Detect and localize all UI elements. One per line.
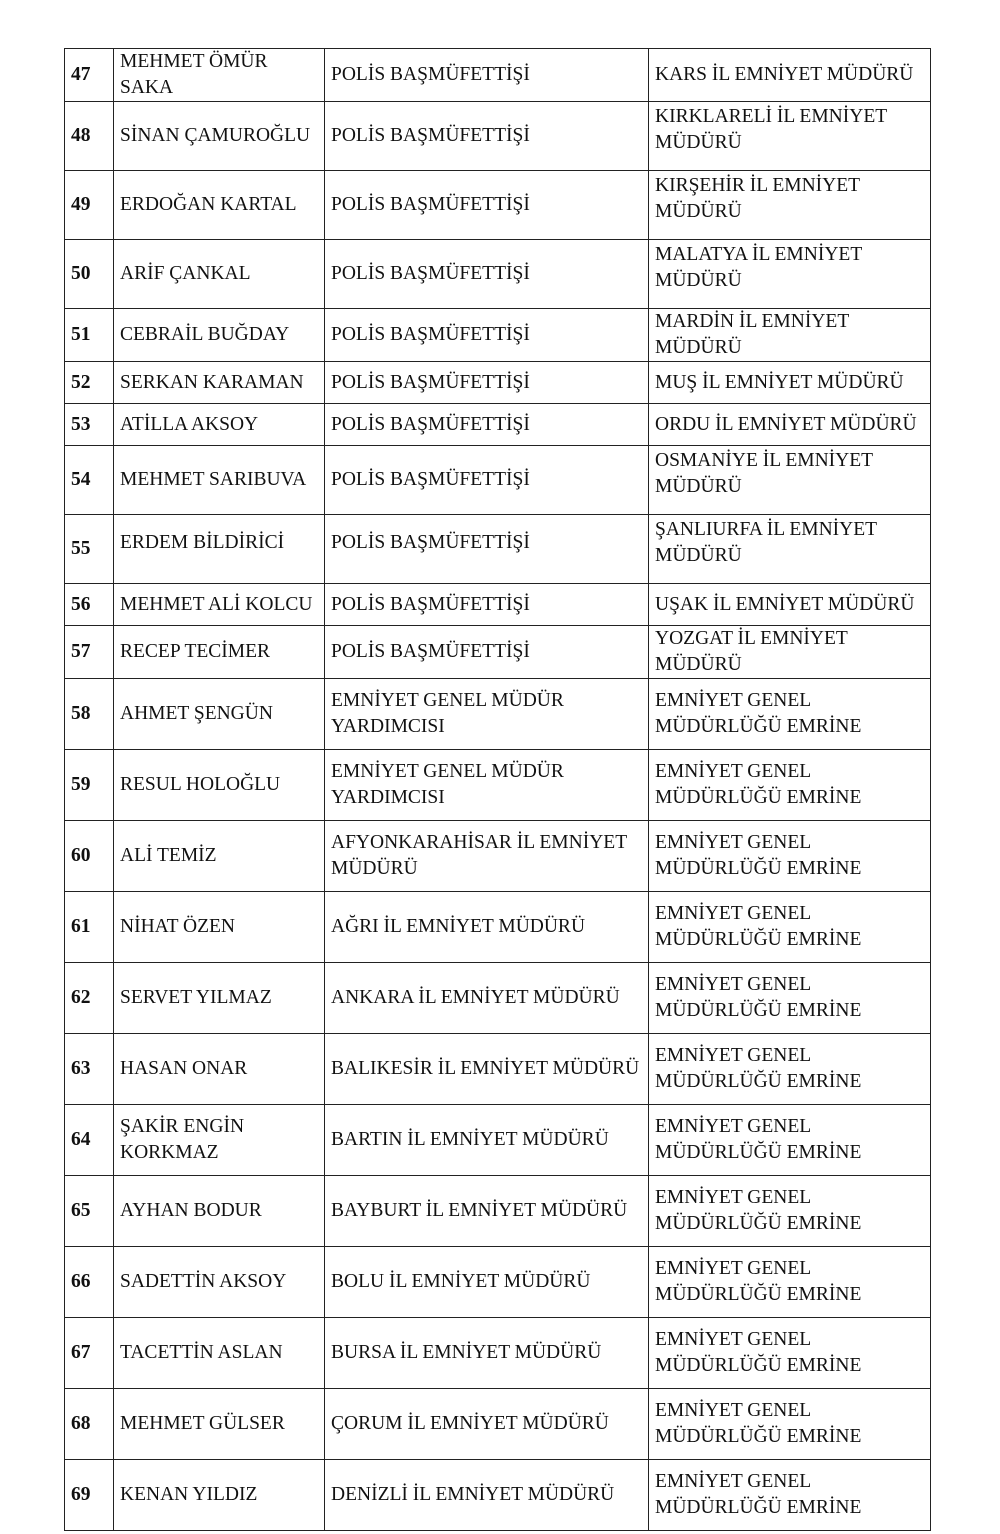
new-position-text: KIRKLARELİ İL EMNİYET MÜDÜRÜ	[655, 106, 887, 153]
current-position: AFYONKARAHİSAR İL EMNİYET MÜDÜRÜ	[325, 821, 649, 892]
new-position-text: ŞANLIURFA İL EMNİYET MÜDÜRÜ	[655, 519, 877, 566]
new-position	[649, 240, 931, 309]
new-position	[649, 171, 931, 240]
row-number: 54	[65, 446, 114, 515]
row-number: 52	[65, 362, 114, 404]
table-row	[65, 1176, 931, 1247]
current-position: POLİS BAŞMÜFETTİŞİ	[325, 362, 649, 404]
table-row	[65, 1247, 931, 1318]
current-position: ANKARA İL EMNİYET MÜDÜRÜ	[325, 963, 649, 1034]
current-position: POLİS BAŞMÜFETTİŞİ	[325, 240, 649, 309]
table-row	[65, 1460, 931, 1531]
person-name: SERVET YILMAZ	[114, 963, 325, 1034]
new-position: MARDİN İL EMNİYET MÜDÜRÜ	[649, 309, 931, 362]
row-number: 57	[65, 626, 114, 679]
current-position	[325, 515, 649, 584]
table-row	[65, 1105, 931, 1176]
current-position: AĞRI İL EMNİYET MÜDÜRÜ	[325, 892, 649, 963]
row-number: 68	[65, 1389, 114, 1460]
row-number: 65	[65, 1176, 114, 1247]
new-position: EMNİYET GENEL MÜDÜRLÜĞÜ EMRİNE	[649, 1247, 931, 1318]
person-name: SİNAN ÇAMUROĞLU	[114, 102, 325, 171]
person-name: CEBRAİL BUĞDAY	[114, 309, 325, 362]
new-position: EMNİYET GENEL MÜDÜRLÜĞÜ EMRİNE	[649, 892, 931, 963]
current-position-text: POLİS BAŞMÜFETTİŞİ	[331, 532, 530, 553]
person-name: ARİF ÇANKAL	[114, 240, 325, 309]
new-position: EMNİYET GENEL MÜDÜRLÜĞÜ EMRİNE	[649, 963, 931, 1034]
new-position-text: KIRŞEHİR İL EMNİYET MÜDÜRÜ	[655, 175, 860, 222]
row-number: 61	[65, 892, 114, 963]
current-position: ÇORUM İL EMNİYET MÜDÜRÜ	[325, 1389, 649, 1460]
row-number: 56	[65, 584, 114, 626]
person-name: SADETTİN AKSOY	[114, 1247, 325, 1318]
appointment-table	[64, 48, 931, 1531]
table-row	[65, 1318, 931, 1389]
row-number: 48	[65, 102, 114, 171]
row-number: 51	[65, 309, 114, 362]
table-row	[65, 679, 931, 750]
person-name: ŞAKİR ENGİN KORKMAZ	[114, 1105, 325, 1176]
person-name: AYHAN BODUR	[114, 1176, 325, 1247]
row-number: 63	[65, 1034, 114, 1105]
row-number: 59	[65, 750, 114, 821]
table-row	[65, 1389, 931, 1460]
person-name: ATİLLA AKSOY	[114, 404, 325, 446]
current-position: BARTIN İL EMNİYET MÜDÜRÜ	[325, 1105, 649, 1176]
table-row	[65, 49, 931, 102]
row-number: 47	[65, 49, 114, 102]
person-name: ERDOĞAN KARTAL	[114, 171, 325, 240]
current-position: BAYBURT İL EMNİYET MÜDÜRÜ	[325, 1176, 649, 1247]
person-name: RECEP TECİMER	[114, 626, 325, 679]
current-position: BALIKESİR İL EMNİYET MÜDÜRÜ	[325, 1034, 649, 1105]
row-number: 58	[65, 679, 114, 750]
new-position: EMNİYET GENEL MÜDÜRLÜĞÜ EMRİNE	[649, 1176, 931, 1247]
table-row	[65, 309, 931, 362]
person-name: ALİ TEMİZ	[114, 821, 325, 892]
new-position: EMNİYET GENEL MÜDÜRLÜĞÜ EMRİNE	[649, 1318, 931, 1389]
current-position: POLİS BAŞMÜFETTİŞİ	[325, 49, 649, 102]
current-position: BOLU İL EMNİYET MÜDÜRÜ	[325, 1247, 649, 1318]
table-row	[65, 171, 931, 240]
new-position: EMNİYET GENEL MÜDÜRLÜĞÜ EMRİNE	[649, 821, 931, 892]
person-name: RESUL HOLOĞLU	[114, 750, 325, 821]
new-position: MUŞ İL EMNİYET MÜDÜRÜ	[649, 362, 931, 404]
new-position: EMNİYET GENEL MÜDÜRLÜĞÜ EMRİNE	[649, 750, 931, 821]
person-name: TACETTİN ASLAN	[114, 1318, 325, 1389]
person-name: MEHMET GÜLSER	[114, 1389, 325, 1460]
table-row	[65, 821, 931, 892]
person-name: MEHMET SARIBUVA	[114, 446, 325, 515]
new-position	[649, 446, 931, 515]
new-position: EMNİYET GENEL MÜDÜRLÜĞÜ EMRİNE	[649, 1460, 931, 1531]
person-name: MEHMET ALİ KOLCU	[114, 584, 325, 626]
current-position: EMNİYET GENEL MÜDÜR YARDIMCISI	[325, 750, 649, 821]
person-name: SERKAN KARAMAN	[114, 362, 325, 404]
row-number: 55	[65, 515, 114, 584]
row-number: 62	[65, 963, 114, 1034]
row-number: 64	[65, 1105, 114, 1176]
new-position-text: MALATYA İL EMNİYET MÜDÜRÜ	[655, 244, 862, 291]
current-position: POLİS BAŞMÜFETTİŞİ	[325, 404, 649, 446]
person-name: HASAN ONAR	[114, 1034, 325, 1105]
person-name-text: ERDEM BİLDİRİCİ	[120, 532, 285, 553]
new-position	[649, 102, 931, 171]
person-name	[114, 515, 325, 584]
row-number: 50	[65, 240, 114, 309]
new-position: EMNİYET GENEL MÜDÜRLÜĞÜ EMRİNE	[649, 1105, 931, 1176]
person-name: AHMET ŞENGÜN	[114, 679, 325, 750]
table-row	[65, 892, 931, 963]
person-name: NİHAT ÖZEN	[114, 892, 325, 963]
table-row	[65, 626, 931, 679]
table-row	[65, 963, 931, 1034]
current-position: POLİS BAŞMÜFETTİŞİ	[325, 171, 649, 240]
row-number: 66	[65, 1247, 114, 1318]
table-row	[65, 750, 931, 821]
current-position: POLİS BAŞMÜFETTİŞİ	[325, 584, 649, 626]
row-number: 67	[65, 1318, 114, 1389]
new-position: YOZGAT İL EMNİYET MÜDÜRÜ	[649, 626, 931, 679]
new-position: KARS İL EMNİYET MÜDÜRÜ	[649, 49, 931, 102]
person-name: MEHMET ÖMÜR SAKA	[114, 49, 325, 102]
current-position: POLİS BAŞMÜFETTİŞİ	[325, 309, 649, 362]
current-position: POLİS BAŞMÜFETTİŞİ	[325, 626, 649, 679]
current-position: POLİS BAŞMÜFETTİŞİ	[325, 102, 649, 171]
table-row	[65, 1034, 931, 1105]
new-position: EMNİYET GENEL MÜDÜRLÜĞÜ EMRİNE	[649, 1034, 931, 1105]
row-number: 53	[65, 404, 114, 446]
current-position: BURSA İL EMNİYET MÜDÜRÜ	[325, 1318, 649, 1389]
new-position: UŞAK İL EMNİYET MÜDÜRÜ	[649, 584, 931, 626]
current-position: POLİS BAŞMÜFETTİŞİ	[325, 446, 649, 515]
table-row	[65, 240, 931, 309]
current-position: EMNİYET GENEL MÜDÜR YARDIMCISI	[325, 679, 649, 750]
new-position: EMNİYET GENEL MÜDÜRLÜĞÜ EMRİNE	[649, 1389, 931, 1460]
new-position: EMNİYET GENEL MÜDÜRLÜĞÜ EMRİNE	[649, 679, 931, 750]
row-number: 69	[65, 1460, 114, 1531]
current-position: DENİZLİ İL EMNİYET MÜDÜRÜ	[325, 1460, 649, 1531]
table-row	[65, 584, 931, 626]
row-number: 49	[65, 171, 114, 240]
table-row	[65, 515, 931, 584]
appointment-table-body	[65, 49, 931, 1531]
table-row	[65, 102, 931, 171]
new-position	[649, 515, 931, 584]
new-position: ORDU İL EMNİYET MÜDÜRÜ	[649, 404, 931, 446]
table-row	[65, 404, 931, 446]
table-row	[65, 362, 931, 404]
new-position-text: OSMANİYE İL EMNİYET MÜDÜRÜ	[655, 450, 873, 497]
table-row	[65, 446, 931, 515]
person-name: KENAN YILDIZ	[114, 1460, 325, 1531]
row-number: 60	[65, 821, 114, 892]
